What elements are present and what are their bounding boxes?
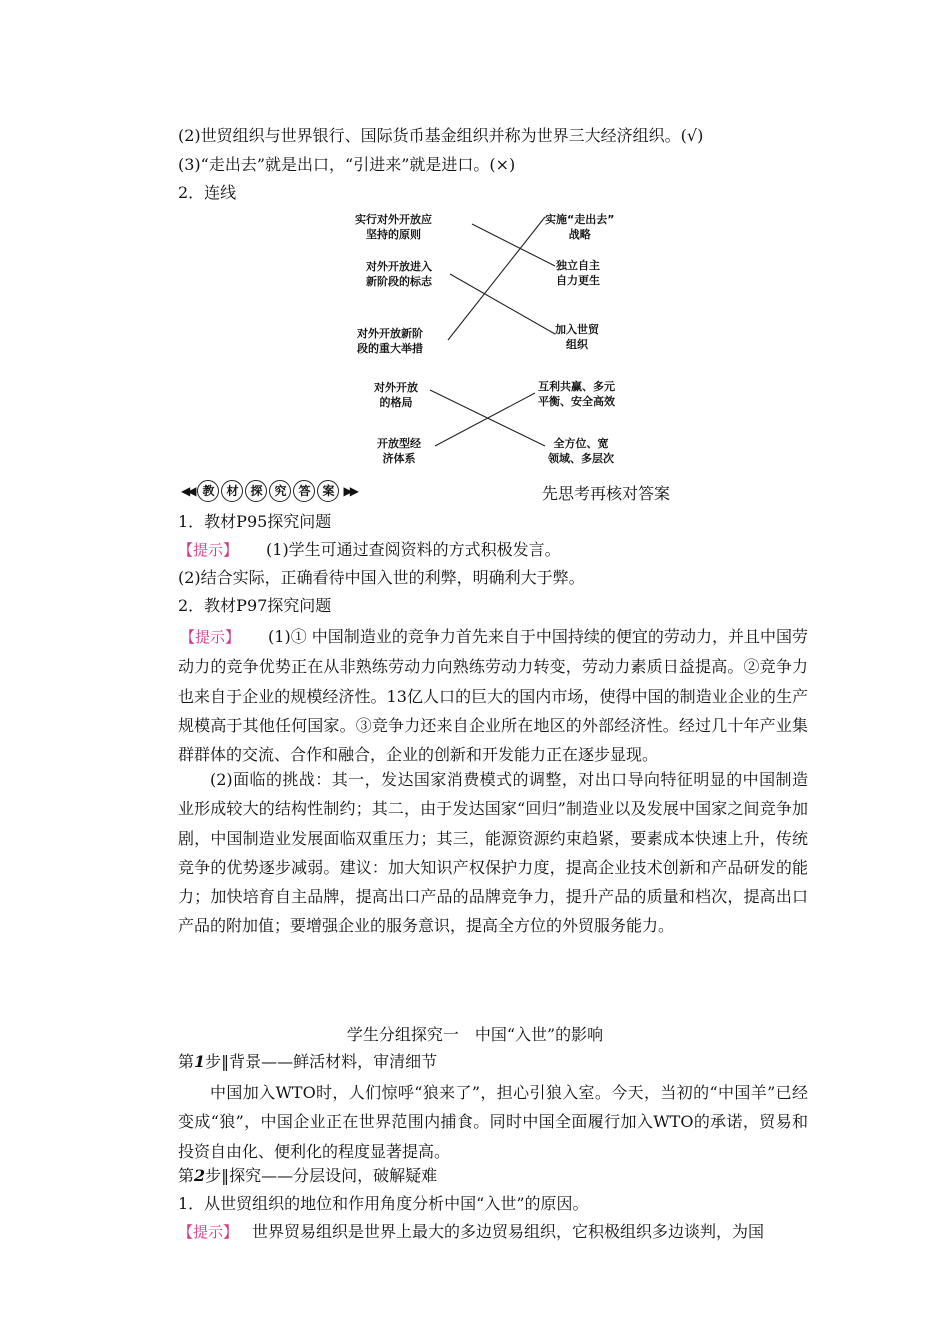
banner-char: 案 [317,480,339,502]
connector-line [435,393,535,446]
step-prefix: 第 [178,1166,195,1185]
banner-char: 探 [245,480,267,502]
question-2: 2．教材P97探究问题 [178,596,332,615]
label-line: 加入世贸 [555,323,599,336]
label-line: 对外开放 [374,381,418,394]
answer-2-2: (2)面临的挑战：其一，发达国家消费模式的调整，对出口导向特征明显的中国制造业形成较大的结构性制约；其二，由于发达国家“回归”制造业以及发展中国家之间竞争加剧，中国制造业发展面临双重压力；其三，能源资源约束趋紧，要素成本快速上升，传统竞争的优势逐步减弱。建议：加大知识产权保护力度，提高企业技术创新和产品研发的能力；加快培育自主品牌，提高出口产品的品牌竞争力，提升产品的质量和档次，提高出口产品的附加值；要增强企业的服务意识，提高全方位的外贸服务能力。 [178,770,808,936]
right-item-1 [545,212,614,242]
label-line: 平衡、安全高效 [538,395,615,408]
label-line: 新阶段的标志 [366,275,432,288]
judgement-2: (2)世贸组织与世界银行、国际货币基金组织并称为世界三大经济组织。(√) [178,126,704,145]
double-right-arrow-icon: ▶▶ [343,484,356,498]
label-line: 战略 [568,228,591,241]
hint-label: 【提示】 [178,541,239,559]
label-line: 开放型经 [377,437,421,450]
question-1: 1．教材P95探究问题 [178,512,332,531]
step-2-question: 1．从世贸组织的地位和作用角度分析中国“入世”的原因。 [178,1194,589,1213]
connector-line [448,217,545,340]
hint-label: 【提示】 [180,628,241,646]
banner-right-text: 先思考再核对答案 [542,484,671,503]
connector-line [472,224,555,266]
matching-diagram [340,200,660,470]
section-banner [178,478,359,504]
left-item-3 [357,326,423,356]
background-paragraph: 中国加入WTO时，人们惊呼“狼来了”，担心引狼入室。今天，当初的“中国羊”已经变成“狼”，中国企业正在世界范围内捕食。同时中国全面履行加入WTO的承诺，贸易和投资自由化、便利化的程度显著提高。 [178,1083,808,1161]
step-1-heading [178,1052,437,1072]
label-line: 对外开放进入 [366,260,432,273]
left-item-2 [366,259,432,289]
answer-2-1 [178,622,808,769]
label-line: 实施“走出去” [545,213,615,226]
left-item-1 [355,212,432,242]
section-title: 学生分组探究一 中国“入世”的影响 [346,1025,604,1044]
hint-label: 【提示】 [178,1223,239,1241]
answer-1-1 [178,540,561,560]
label-line: 组织 [566,338,588,351]
left-item-5 [377,436,421,466]
answer-text: (1)① 中国制造业的竞争力首先来自于中国持续的便宜的劳动力，并且中国劳动力的竞争优势正在从非熟练劳动力向熟练劳动力转变，劳动力素质日益提高。②竞争力也来自于企业的规模经济性。13亿人口的巨大的国内市场，使得中国的制造业企业的生产规模高于其他任何国家。③竞争力还来自企业所在地区的外部经济性。经过几十年产业集群群体的交流、合作和融合，企业的创新和开发能力正在逐步显现。 [178,627,808,765]
banner-char: 材 [221,480,243,502]
connector-line [450,274,555,334]
label-line: 坚持的原则 [366,228,421,241]
label-line: 领域、多层次 [548,452,614,465]
label-line: 全方位、宽 [553,437,609,450]
banner-char: 教 [197,480,219,502]
double-left-arrow-icon: ◀◀ [181,484,194,498]
label-line: 段的重大举措 [357,342,423,355]
label-line: 对外开放新阶 [357,327,423,340]
step-2-heading [178,1166,437,1186]
label-line: 互利共赢、多元 [538,380,615,393]
step-number: 2 [194,1166,206,1185]
step-number: 1 [194,1052,206,1071]
right-item-4 [538,379,615,409]
answer-text: 世界贸易组织是世界上最大的多边贸易组织，它积极组织多边谈判，为国 [252,1222,765,1241]
step-text: 步‖探究——分层设问，破解疑难 [205,1166,438,1185]
right-item-2 [556,258,600,288]
left-item-4 [374,380,418,410]
label-line: 的格局 [379,396,413,409]
answer-text: (1)学生可通过查阅资料的方式积极发言。 [266,540,561,559]
judgement-3: (3)“走出去”就是出口，“引进来”就是进口。(×) [178,155,516,174]
banner-char: 究 [269,480,291,502]
label-line: 自力更生 [556,274,600,287]
right-item-5 [548,436,614,466]
answer-1-2: (2)结合实际，正确看待中国入世的利弊，明确利大于弊。 [178,568,585,587]
step-2-answer [178,1222,764,1242]
label-line: 济体系 [382,452,416,465]
banner-char: 答 [293,480,315,502]
step-prefix: 第 [178,1052,195,1071]
step-text: 步‖背景——鲜活材料，审清细节 [205,1052,438,1071]
right-item-3 [555,322,599,352]
matching-heading: 2．连线 [178,183,237,202]
label-line: 实行对外开放应 [355,213,432,226]
label-line: 独立自主 [556,259,600,272]
